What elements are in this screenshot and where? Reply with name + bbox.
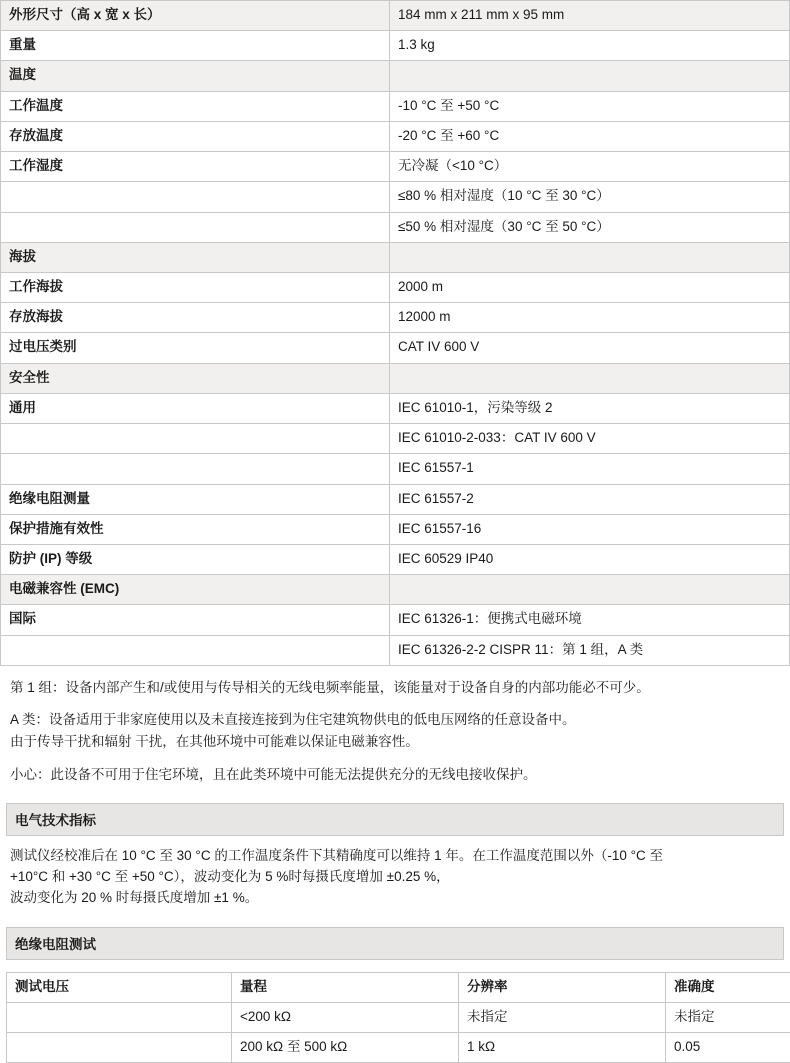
cell-range: <200 kΩ [232, 1002, 459, 1032]
column-header-test-voltage: 测试电压 [7, 972, 232, 1002]
table-row [1, 152, 790, 182]
spec-value: IEC 61557-16 [390, 514, 790, 544]
electrical-section-body [10, 846, 780, 909]
spec-label [1, 635, 390, 665]
table-row [1, 544, 790, 574]
table-row [1, 61, 790, 91]
spec-label: 存放温度 [1, 121, 390, 151]
spec-value: IEC 60529 IP40 [390, 544, 790, 574]
table-row [1, 1, 790, 31]
spec-label: 存放海拔 [1, 303, 390, 333]
electrical-body-line-2: +10°C 和 +30 °C 至 +50 °C），波动变化为 5 %时每摄氏度增加 ±0.25 %， [10, 867, 780, 888]
spec-value: 184 mm x 211 mm x 95 mm [390, 1, 790, 31]
spec-value: IEC 61557-2 [390, 484, 790, 514]
table-row [1, 242, 790, 272]
spec-value: 2000 m [390, 272, 790, 302]
spec-value [390, 242, 790, 272]
spec-value: IEC 61010-1，污染等级 2 [390, 393, 790, 423]
note-group-1: 第 1 组：设备内部产生和/或使用与传导相关的无线电频率能量，该能量对于设备自身的内部功能必不可少。 [10, 678, 780, 698]
table-row [1, 272, 790, 302]
column-header-resolution: 分辨率 [459, 972, 666, 1002]
cell-test-voltage [7, 1002, 232, 1032]
table-row [1, 121, 790, 151]
specifications-table-body [1, 1, 790, 666]
table-row [7, 1033, 790, 1063]
spec-label: 工作温度 [1, 91, 390, 121]
spec-value: ≤50 % 相对湿度（30 °C 至 50 °C） [390, 212, 790, 242]
cell-test-voltage [7, 1033, 232, 1063]
spec-value: IEC 61010-2-033：CAT IV 600 V [390, 424, 790, 454]
spec-value: 无冷凝（<10 °C） [390, 152, 790, 182]
table-row [1, 91, 790, 121]
section-header-electrical: 电气技术指标 [6, 803, 784, 836]
spec-label: 工作湿度 [1, 152, 390, 182]
table-row [1, 484, 790, 514]
table-header-row [7, 972, 790, 1002]
spec-value [390, 575, 790, 605]
spec-value: ≤80 % 相对湿度（10 °C 至 30 °C） [390, 182, 790, 212]
spec-value [390, 363, 790, 393]
spec-label: 温度 [1, 61, 390, 91]
table-row [1, 31, 790, 61]
spec-label: 国际 [1, 605, 390, 635]
cell-resolution: 未指定 [459, 1002, 666, 1032]
table-row [1, 424, 790, 454]
spec-value: 12000 m [390, 303, 790, 333]
spec-label: 工作海拔 [1, 272, 390, 302]
spec-label: 海拔 [1, 242, 390, 272]
spec-value: -10 °C 至 +50 °C [390, 91, 790, 121]
table-row [1, 454, 790, 484]
table-row [1, 605, 790, 635]
spec-label [1, 182, 390, 212]
section-header-insulation: 绝缘电阻测试 [6, 927, 784, 960]
spec-value [390, 61, 790, 91]
electrical-body-line-3: 波动变化为 20 % 时每摄氏度增加 ±1 %。 [10, 888, 780, 909]
table-row [1, 363, 790, 393]
table-row [1, 514, 790, 544]
table-row [1, 575, 790, 605]
spec-value: IEC 61326-1：便携式电磁环境 [390, 605, 790, 635]
table-row [1, 212, 790, 242]
spec-value: 1.3 kg [390, 31, 790, 61]
spec-label: 过电压类别 [1, 333, 390, 363]
cell-accuracy: 0.05 [666, 1033, 790, 1063]
table-row [1, 635, 790, 665]
emc-notes [0, 678, 790, 785]
note-class-a-continued: 由于传导干扰和辐射 干扰，在其他环境中可能难以保证电磁兼容性。 [10, 732, 780, 752]
table-row [7, 1002, 790, 1032]
table-row [1, 182, 790, 212]
electrical-body-line-1: 测试仪经校准后在 10 °C 至 30 °C 的工作温度条件下其精确度可以维持 1 年。在工作温度范围以外（-10 °C 至 [10, 846, 780, 867]
table-row [1, 333, 790, 363]
note-class-a: A 类：设备适用于非家庭使用以及未直接连接到为住宅建筑物供电的低电压网络的任意设备中。 [10, 710, 780, 730]
spec-label [1, 212, 390, 242]
spec-label: 安全性 [1, 363, 390, 393]
insulation-table-head [7, 972, 790, 1002]
cell-accuracy: 未指定 [666, 1002, 790, 1032]
column-header-range: 量程 [232, 972, 459, 1002]
spec-label: 保护措施有效性 [1, 514, 390, 544]
table-row [1, 303, 790, 333]
spec-value: CAT IV 600 V [390, 333, 790, 363]
spec-label: 外形尺寸（高 x 宽 x 长） [1, 1, 390, 31]
spec-value: IEC 61326-2-2 CISPR 11：第 1 组，A 类 [390, 635, 790, 665]
spec-label: 重量 [1, 31, 390, 61]
insulation-table-body [7, 1002, 790, 1062]
cell-range: 200 kΩ 至 500 kΩ [232, 1033, 459, 1063]
spec-label [1, 424, 390, 454]
spec-label: 防护 (IP) 等级 [1, 544, 390, 574]
insulation-resistance-table [6, 972, 790, 1063]
spec-value: -20 °C 至 +60 °C [390, 121, 790, 151]
note-caution: 小心：此设备不可用于住宅环境，且在此类环境中可能无法提供充分的无线电接收保护。 [10, 765, 780, 785]
column-header-accuracy: 准确度 [666, 972, 790, 1002]
spec-label: 通用 [1, 393, 390, 423]
spec-label [1, 454, 390, 484]
spec-label: 电磁兼容性 (EMC) [1, 575, 390, 605]
spec-value: IEC 61557-1 [390, 454, 790, 484]
table-row [1, 393, 790, 423]
spec-label: 绝缘电阻测量 [1, 484, 390, 514]
cell-resolution: 1 kΩ [459, 1033, 666, 1063]
